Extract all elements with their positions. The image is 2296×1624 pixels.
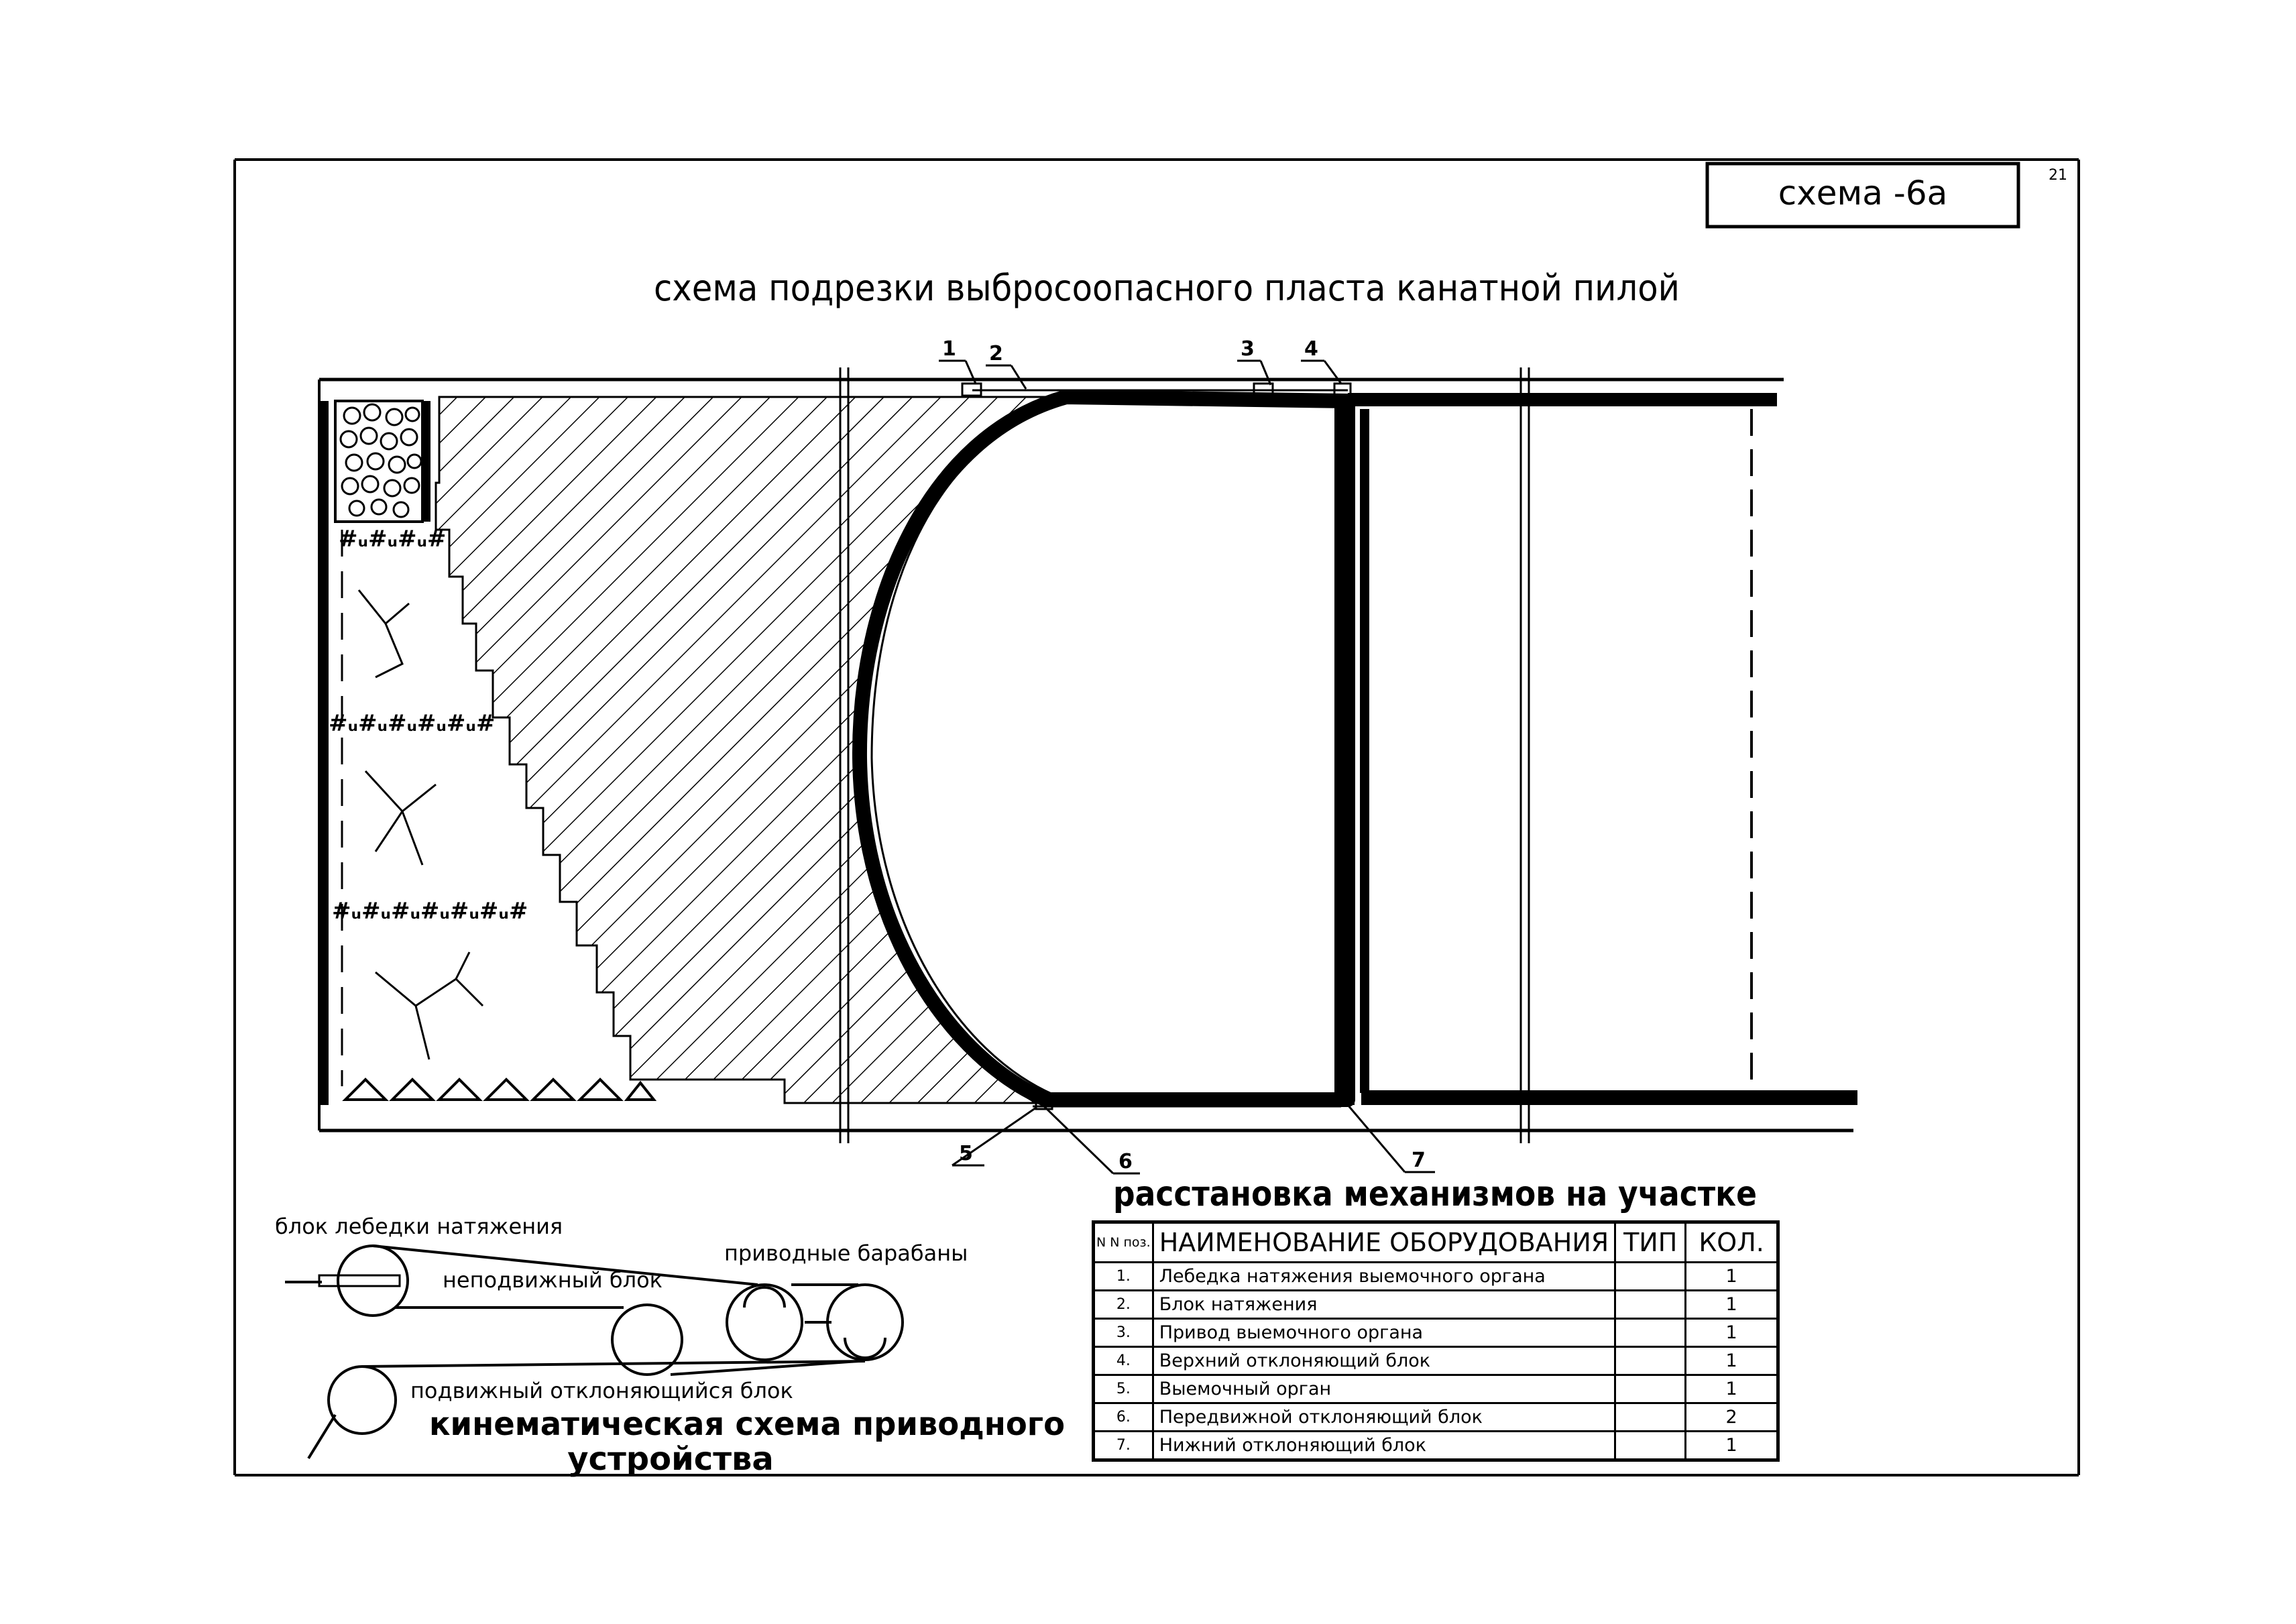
header-qty: КОЛ.	[1686, 1222, 1778, 1263]
equipment-table	[1092, 1220, 1780, 1462]
roof-beam	[1348, 393, 1777, 406]
callout-7: 7	[1412, 1149, 1426, 1172]
table-header-row	[1094, 1222, 1778, 1263]
row-qty: 1	[1686, 1375, 1778, 1403]
excavation-outline	[860, 397, 1348, 1100]
callout-5: 5	[959, 1142, 973, 1165]
page-number: 21	[2049, 167, 2067, 184]
row-qty: 1	[1686, 1319, 1778, 1347]
row-qty: 1	[1686, 1291, 1778, 1319]
row-qty: 1	[1686, 1263, 1778, 1291]
header-name: НАИМЕНОВАНИЕ ОБОРУДОВАНИЯ	[1153, 1222, 1615, 1263]
kinematic-title-line2: устройства	[567, 1440, 774, 1478]
tension-block-label: блок лебедки натяжения	[275, 1214, 563, 1239]
kinematic-title-line1: кинематическая схема приводного	[429, 1405, 1065, 1443]
row-type	[1615, 1347, 1686, 1375]
header-type: ТИП	[1615, 1222, 1686, 1263]
row-qty: 1	[1686, 1432, 1778, 1460]
table-row	[1094, 1375, 1778, 1403]
row-qty: 2	[1686, 1403, 1778, 1432]
callout-4: 4	[1304, 337, 1318, 361]
scheme-label-box	[1707, 164, 2018, 227]
drive-drum-2	[827, 1285, 903, 1360]
row-num: 5.	[1094, 1375, 1153, 1403]
row-num: 3.	[1094, 1319, 1153, 1347]
table-row	[1094, 1432, 1778, 1460]
mine-section-drawing	[319, 367, 1857, 1143]
scheme-label: схема -6а	[1778, 174, 1948, 213]
callout-6: 6	[1118, 1150, 1133, 1173]
bottom-cribs	[345, 1080, 654, 1100]
header-num: N N поз.	[1094, 1222, 1153, 1263]
movable-block-label: подвижный отклоняющийся блок	[410, 1378, 793, 1403]
center-pillar	[1334, 401, 1355, 1105]
callout-2: 2	[989, 342, 1003, 365]
table-title: расстановка механизмов на участке	[1113, 1174, 1757, 1214]
movable-block	[329, 1367, 396, 1434]
table-row	[1094, 1291, 1778, 1319]
row-type	[1615, 1403, 1686, 1432]
table-row	[1094, 1347, 1778, 1375]
row-num: 1.	[1094, 1263, 1153, 1291]
table-row	[1094, 1263, 1778, 1291]
floor-beam	[1361, 1090, 1857, 1105]
row-name: Выемочный орган	[1153, 1375, 1615, 1403]
row-name: Лебедка натяжения выемочного органа	[1153, 1263, 1615, 1291]
left-support	[319, 401, 329, 1105]
row-num: 4.	[1094, 1347, 1153, 1375]
row-type	[1615, 1432, 1686, 1460]
row-name: Нижний отклоняющий блок	[1153, 1432, 1615, 1460]
svg-text:#ᵤ#ᵤ#ᵤ#: #ᵤ#ᵤ#ᵤ#	[339, 526, 447, 553]
svg-text:#ᵤ#ᵤ#ᵤ#ᵤ#ᵤ#: #ᵤ#ᵤ#ᵤ#ᵤ#ᵤ#	[329, 710, 496, 737]
row-type	[1615, 1291, 1686, 1319]
row-type	[1615, 1375, 1686, 1403]
fixed-block-label: неподвижный блок	[443, 1267, 663, 1293]
callout-1: 1	[942, 337, 956, 361]
row-num: 6.	[1094, 1403, 1153, 1432]
tension-winch-block	[338, 1246, 408, 1316]
table-row	[1094, 1403, 1778, 1432]
diagram-title: схема подрезки выбросоопасного пласта канатной пилой	[654, 267, 1680, 309]
row-num: 2.	[1094, 1291, 1153, 1319]
row-type	[1615, 1319, 1686, 1347]
drive-drum-1	[727, 1285, 802, 1360]
row-num: 7.	[1094, 1432, 1153, 1460]
row-qty: 1	[1686, 1347, 1778, 1375]
row-name: Блок натяжения	[1153, 1291, 1615, 1319]
row-name: Верхний отклоняющий блок	[1153, 1347, 1615, 1375]
table-row	[1094, 1319, 1778, 1347]
row-name: Передвижной отклоняющий блок	[1153, 1403, 1615, 1432]
row-name: Привод выемочного органа	[1153, 1319, 1615, 1347]
drive-drums-label: приводные барабаны	[724, 1240, 968, 1266]
svg-text:#ᵤ#ᵤ#ᵤ#ᵤ#ᵤ#ᵤ#: #ᵤ#ᵤ#ᵤ#ᵤ#ᵤ#ᵤ#	[332, 898, 528, 925]
row-type	[1615, 1263, 1686, 1291]
fracture-lines	[359, 590, 483, 1059]
callout-3: 3	[1241, 337, 1255, 361]
rubble-pile	[335, 401, 422, 522]
